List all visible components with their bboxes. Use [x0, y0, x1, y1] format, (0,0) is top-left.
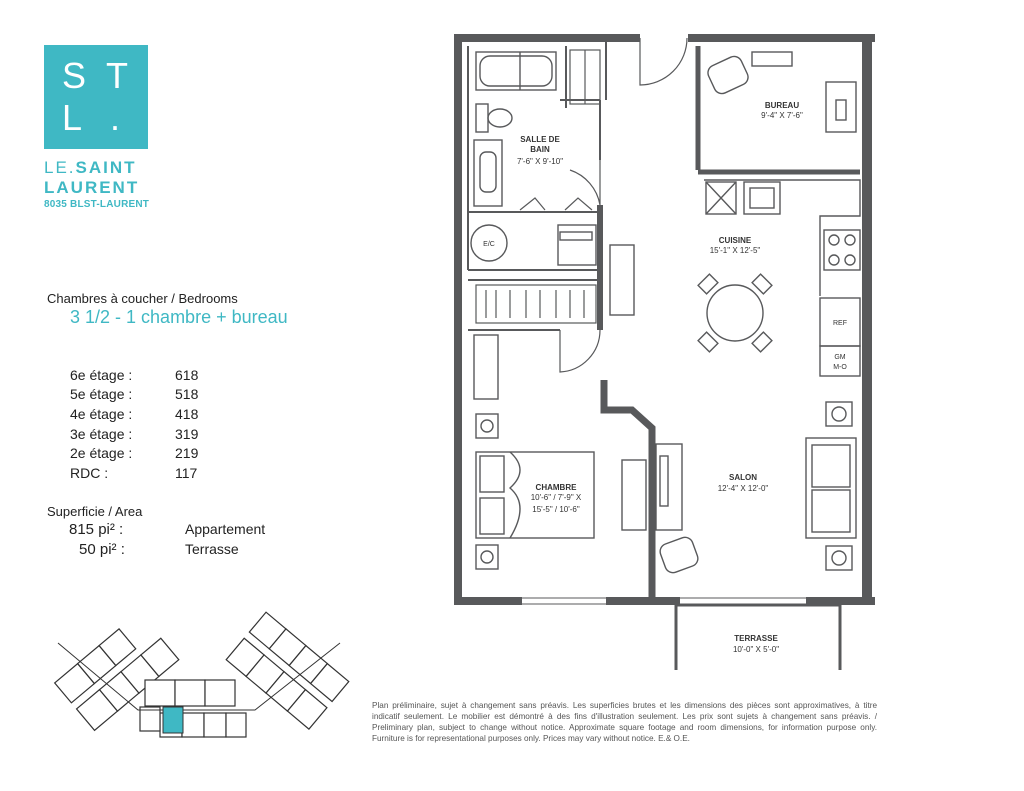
area-desc: Terrasse — [185, 541, 239, 557]
disclaimer: Plan préliminaire, sujet à changement sans préavis. Les superficies brutes et les dimensions des pièces sont approximatives, à titre indicatif seulement. Le mobilier est démontré à des fins d'illustration seulement. Les prix sont sujets à changement sans préavis. / Preliminary plan, subject to change without notice. Approximate square footage and room dimensions, for information purpose only. Furniture is for representational purposes only. Prices may vary without notice. E.& O.E. — [372, 701, 877, 743]
bedrooms-label: Chambres à coucher / Bedrooms — [47, 291, 238, 306]
floor-unit: 418 — [175, 406, 199, 422]
brand-name-line1 — [44, 158, 137, 178]
floor-unit: 319 — [175, 426, 199, 442]
logo-letter-s: S — [62, 55, 89, 96]
floor-unit: 618 — [175, 367, 199, 383]
area-value: 50 pi² : — [79, 541, 125, 558]
room-bedroom-name: CHAMBRE — [535, 483, 577, 492]
room-bedroom-dims2: 15'-5" / 10'-6" — [532, 505, 580, 514]
room-bureau-dims: 9'-4" X 7'-6" — [761, 111, 803, 120]
area-value: 815 pi² : — [69, 521, 124, 538]
room-terrace-name: TERRASSE — [734, 634, 778, 643]
area-desc: Appartement — [185, 521, 266, 537]
brand-saint: SAINT — [75, 158, 137, 177]
room-kitchen-name: CUISINE — [718, 236, 752, 245]
floor-label: 4e étage : — [70, 406, 133, 422]
highlighted-unit — [163, 707, 183, 733]
floor-label: RDC : — [70, 465, 109, 481]
room-kitchen-dims: 15'-1" X 12'-5" — [709, 246, 761, 255]
brand-address: 8035 BLST-LAURENT — [44, 199, 150, 210]
bathtub — [476, 52, 556, 90]
logo-letter-t: T — [106, 55, 130, 96]
floor-unit: 518 — [175, 386, 199, 402]
appliance-mo: M-O — [833, 364, 847, 371]
logo — [44, 45, 148, 149]
key-plan — [40, 595, 360, 745]
brand-name-line2: LAURENT — [44, 178, 140, 197]
unit-type: 3 1/2 - 1 chambre + bureau — [70, 307, 288, 327]
vanity — [474, 140, 502, 206]
kitchen-counter — [704, 180, 860, 376]
room-bath-dims: 7'-6" X 9'-10" — [516, 157, 564, 166]
appliance-ref: REF — [833, 320, 847, 327]
floor-unit: 219 — [175, 445, 199, 461]
room-bureau-name: BUREAU — [764, 101, 800, 110]
room-living-dims: 12'-4" X 12'-0" — [717, 484, 769, 493]
floor-label: 6e étage : — [70, 367, 133, 383]
floor-unit: 117 — [175, 465, 198, 481]
room-ec-name: E/C — [483, 241, 495, 248]
logo-letter-l: L — [62, 97, 85, 138]
appliance-gm: GM — [834, 354, 846, 361]
room-living-name: SALON — [729, 473, 757, 482]
floor-label: 5e étage : — [70, 386, 133, 402]
brand-le: LE. — [44, 158, 76, 177]
toilet — [476, 104, 512, 132]
office-furniture — [705, 52, 856, 132]
floor-plan — [440, 30, 880, 670]
room-terrace-dims: 10'-0" X 5'-0" — [732, 645, 780, 654]
area-label: Superficie / Area — [47, 504, 143, 519]
room-bedroom-dims1: 10'-6" / 7'-9" X — [530, 493, 582, 502]
room-bath-name1: SALLE DE — [520, 135, 560, 144]
floor-label: 2e étage : — [70, 445, 133, 461]
logo-letter-dot: . — [110, 97, 123, 138]
room-bath-name2: BAIN — [530, 145, 550, 154]
dining-table — [698, 274, 772, 352]
floor-label: 3e étage : — [70, 426, 133, 442]
